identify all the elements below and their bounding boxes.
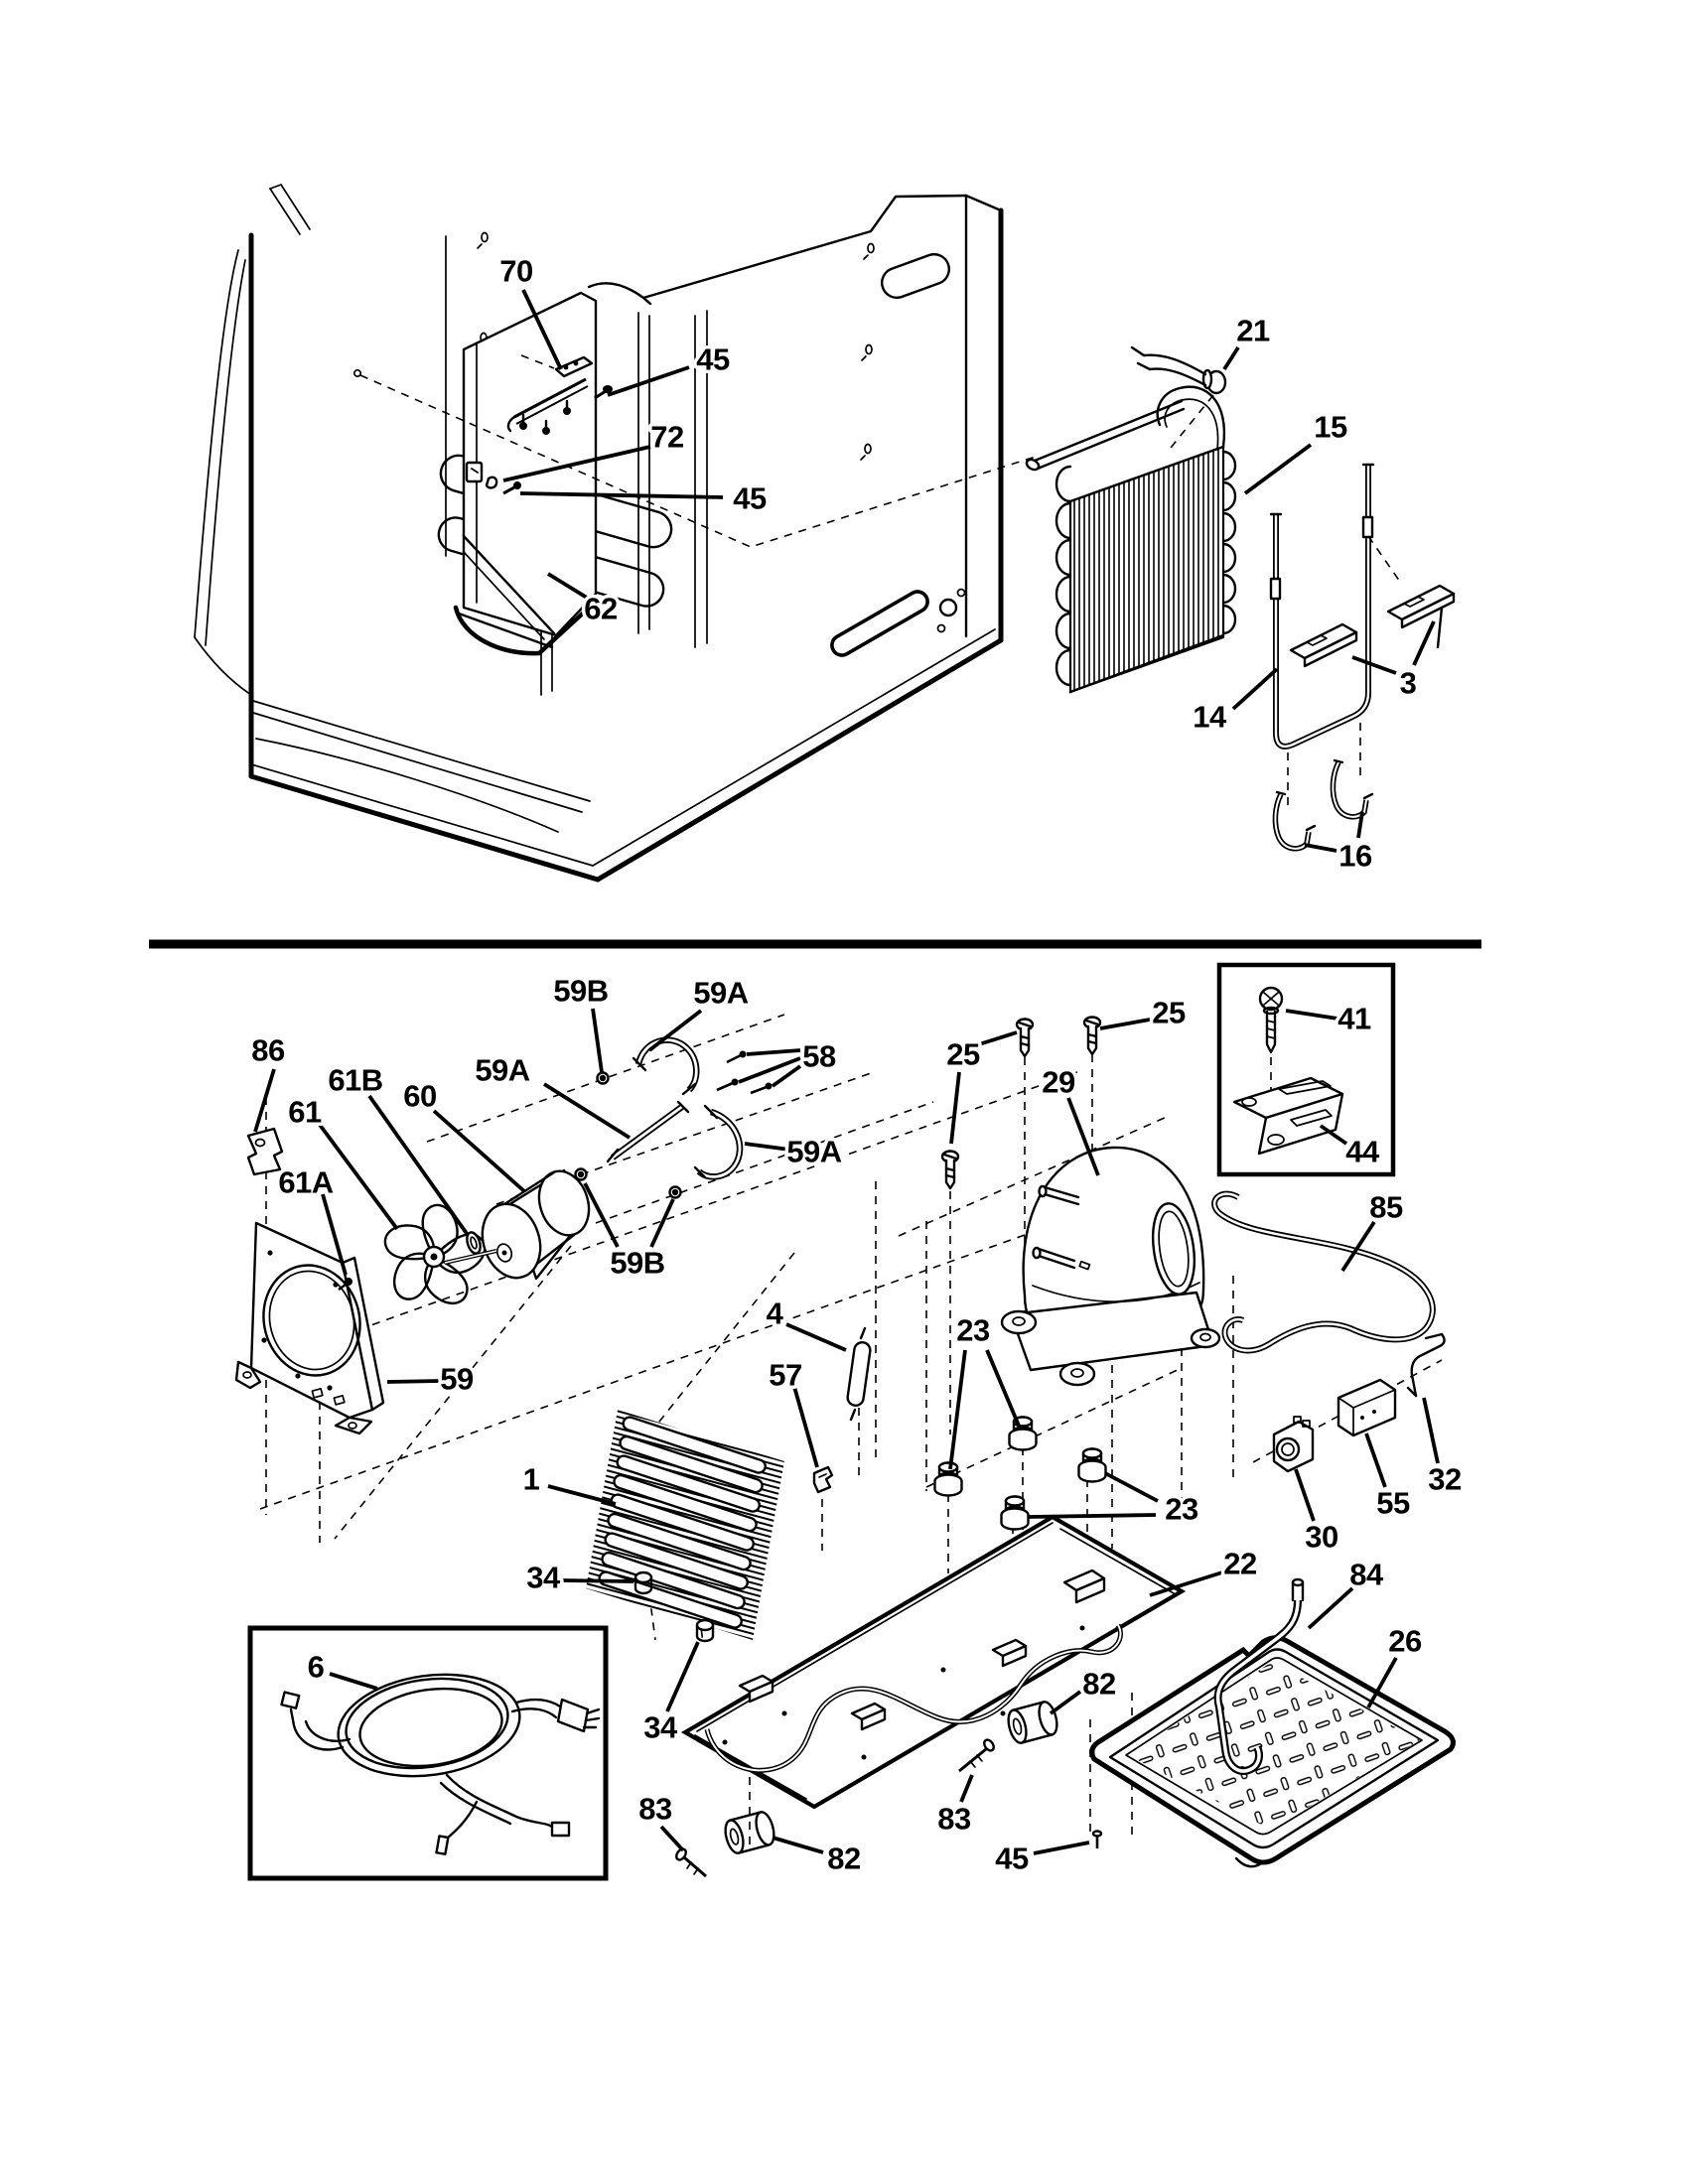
callout-leader-59B-upper: [593, 1009, 602, 1072]
part-callout-14: 14: [1193, 699, 1226, 735]
callout-leader-59B-lower: [585, 1183, 618, 1247]
callout-leader-25-left: [979, 1032, 1017, 1044]
part-callout-45-icemaker: 45: [696, 341, 730, 377]
callout-leader-32: [1424, 1398, 1438, 1463]
callout-leader-34-lower: [667, 1642, 698, 1711]
part-callout-4: 4: [766, 1296, 783, 1331]
part-callout-59A-mid: 59A: [475, 1052, 530, 1088]
part-callout-25-right: 25: [1152, 995, 1186, 1030]
callout-leader-45-icemaker: [608, 367, 689, 395]
callout-leader-23-lower: [1105, 1473, 1158, 1501]
part-callout-23-upper: 23: [956, 1312, 990, 1348]
mount-grommets-23: [935, 1418, 1106, 1530]
screw-83-right: [959, 1738, 996, 1771]
evaporator-bracket-3-left: [1291, 624, 1356, 666]
callout-leader-86: [255, 1069, 274, 1132]
callout-leader-58: [747, 1050, 800, 1054]
callout-leader-83-left: [661, 1827, 683, 1850]
part-callout-32: 32: [1428, 1461, 1462, 1497]
callout-leader-3: [1414, 621, 1434, 665]
part-callout-61A: 61A: [278, 1164, 334, 1200]
part-callout-59A-upper: 59A: [693, 975, 749, 1011]
mount-82-right: [1005, 1700, 1059, 1744]
callout-leader-84: [1309, 1588, 1352, 1628]
callout-leader-3: [1352, 657, 1396, 673]
screw-83-left: [674, 1847, 706, 1876]
mount-82-left: [722, 1810, 776, 1854]
part-callout-82-left: 82: [827, 1841, 861, 1876]
callout-leader-58: [739, 1058, 800, 1082]
callout-leader-57: [794, 1387, 817, 1467]
part-callout-23-lower: 23: [1165, 1491, 1198, 1527]
callout-leader-30: [1296, 1469, 1314, 1521]
callout-leader-25-right: [1100, 1020, 1150, 1028]
refrigerator-cabinet: [195, 185, 1001, 880]
drain-pan-26: [1092, 1628, 1470, 1866]
callout-leader-15: [1245, 445, 1311, 493]
callout-leader-82-left: [773, 1838, 823, 1852]
part-callout-15: 15: [1314, 409, 1347, 445]
callout-leader-4: [786, 1324, 846, 1350]
evaporator-15: [1025, 387, 1235, 692]
fan-mount-tubes-59A: [608, 1040, 740, 1177]
screw-45-base: [1093, 1832, 1101, 1849]
compressor-29: [1002, 1148, 1219, 1385]
callout-leader-21: [1224, 347, 1238, 369]
callout-leader-83-right: [961, 1775, 972, 1802]
part-callout-72: 72: [650, 419, 684, 455]
callout-leader-59: [387, 1381, 441, 1382]
part-callout-1: 1: [522, 1461, 540, 1497]
callout-leader-45-base: [1034, 1843, 1089, 1853]
part-callout-25-left: 25: [946, 1036, 980, 1072]
fan-shroud-59: [236, 1223, 383, 1433]
part-callout-30: 30: [1305, 1519, 1338, 1555]
part-callout-70: 70: [499, 253, 533, 289]
clip-57: [814, 1467, 832, 1492]
callout-leader-23-lower: [1029, 1515, 1156, 1517]
condenser-coil-1: [586, 1410, 784, 1640]
part-callout-57: 57: [769, 1357, 802, 1393]
power-cord-box-6: [250, 1628, 606, 1878]
part-callout-26: 26: [1388, 1623, 1422, 1659]
part-callout-34-upper: 34: [526, 1560, 560, 1595]
part-callout-62: 62: [584, 591, 618, 626]
thermostat-21: [1132, 347, 1225, 453]
bracket-86: [248, 1129, 282, 1174]
part-callout-44: 44: [1345, 1134, 1379, 1169]
part-callout-16: 16: [1338, 838, 1372, 874]
part-callout-6: 6: [307, 1649, 325, 1685]
callout-leader-25-left: [951, 1072, 959, 1144]
part-callout-22: 22: [1223, 1546, 1257, 1581]
relay-30: [1274, 1417, 1313, 1471]
part-callout-45-base: 45: [995, 1841, 1029, 1876]
overload-55: [1338, 1380, 1395, 1435]
part-callout-59: 59: [440, 1361, 474, 1397]
part-callout-41: 41: [1337, 1001, 1371, 1036]
part-callout-59B-lower: 59B: [610, 1245, 665, 1281]
part-callout-60: 60: [403, 1078, 437, 1114]
evaporator-bracket-3-right: [1388, 586, 1454, 647]
callout-leader-23-upper: [950, 1350, 965, 1469]
part-callout-58: 58: [802, 1038, 836, 1074]
part-callout-83-right: 83: [937, 1801, 971, 1837]
part-callout-59B-upper: 59B: [553, 973, 609, 1009]
grommet-34-lower: [697, 1620, 713, 1641]
callout-leader-23-upper: [987, 1350, 1019, 1426]
callout-leader-16: [1305, 845, 1336, 851]
part-callout-3: 3: [1399, 665, 1417, 701]
part-callout-83-left: 83: [638, 1791, 672, 1827]
part-callout-21: 21: [1236, 313, 1270, 348]
part-callout-86: 86: [251, 1032, 285, 1068]
callout-leader-59A-mid: [544, 1084, 630, 1138]
callout-leader-60: [434, 1111, 524, 1191]
part-callout-84: 84: [1349, 1557, 1383, 1592]
callout-leader-34-upper: [563, 1580, 633, 1581]
callout-leader-59A-right: [745, 1144, 789, 1150]
part-callout-82-right: 82: [1082, 1666, 1116, 1702]
part-callout-34-lower: 34: [643, 1709, 677, 1745]
part-callout-59A-right: 59A: [786, 1134, 842, 1169]
part-callout-61: 61: [288, 1094, 322, 1130]
drier-4: [847, 1328, 872, 1420]
callout-leader-14: [1233, 669, 1277, 709]
callout-leader-82-right: [1051, 1692, 1080, 1713]
part-callout-61B: 61B: [328, 1062, 383, 1098]
part-callout-85: 85: [1369, 1189, 1403, 1225]
part-callout-55: 55: [1376, 1485, 1410, 1521]
wire-clip-32: [1408, 1334, 1445, 1396]
part-callout-45-ice-low: 45: [733, 480, 767, 516]
fan-motor-60: [445, 1164, 597, 1286]
part-callout-29: 29: [1042, 1064, 1075, 1100]
callout-leader-55: [1366, 1433, 1385, 1487]
